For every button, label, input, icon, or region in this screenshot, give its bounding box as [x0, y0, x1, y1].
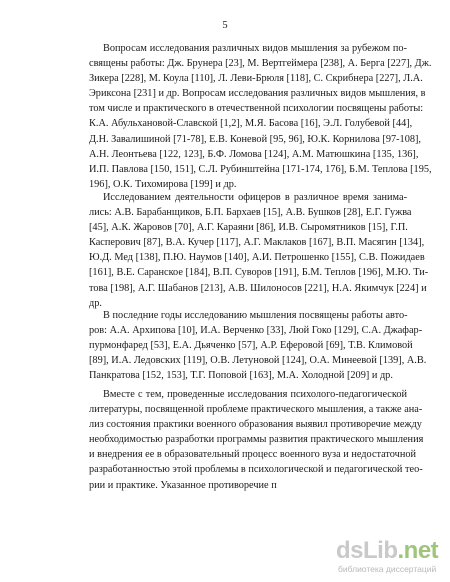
text-line: това [198], А.Г. Шабанов [213], А.В. Шилоносов [221], Н.А. Якимчук [224] и [89, 282, 427, 294]
text-line: 196], О.К. Тихомирова [199] и др. [89, 178, 237, 190]
text-line: том числе и практического в отечественной психологии посвящены работы: [89, 103, 424, 115]
text-line: [45], А.К. Жаровов [70], А.Г. Караяни [86], И.В. Сыромятников [15], Г.П. [89, 222, 408, 234]
text-line: Исследованием деятельности офицеров в различное время занима- [103, 192, 407, 203]
text-line: Вместе с тем, проведенные исследования психолого-педагогической [103, 389, 407, 400]
text-line: Ю.Д. Мед [138], П.Ю. Наумов [140], А.И. Петрошенко [155], С.В. Пожидаев [89, 252, 425, 264]
paragraph-3 [89, 308, 427, 383]
text-line: лись: А.В. Барабанщиков, Б.П. Бархаев [15], А.В. Бушков [28], Е.Г. Гужва [89, 207, 412, 219]
text-line: Д.Н. Завалишиной [71-78], Е.В. Коневой [95, 96], Ю.К. Корнилова [97-108], [89, 133, 422, 145]
dslib-logo [336, 538, 438, 564]
text-line: [161], В.Е. Саранское [184], В.П. Суворов [191], Б.М. Теплов [196], М.Ю. Ти- [89, 267, 429, 279]
logo-main: dsLib [336, 537, 398, 564]
paragraph-1 [89, 41, 432, 192]
text-line: необходимостью разработки программы развития практического мышления [89, 434, 424, 446]
logo-accent: .net [397, 537, 439, 564]
text-line: разработанностью этой проблемы в психологической и педагогической тео- [89, 464, 423, 476]
text-line: Зикера [228], М. Коула [110], Л. Леви-Брюля [118], С. Скрибнера [227], Л.А. [89, 73, 423, 85]
text-line: рии и практике. Указанное противоречие п [89, 479, 277, 491]
paragraph-2 [89, 190, 429, 311]
text-line: В последние годы исследованию мышления посвящены работы авто- [103, 310, 408, 321]
text-line: А.Н. Леонтьева [122, 123], Б.Ф. Ломова [124], А.М. Матюшкина [135, 136], [89, 148, 419, 160]
text-line: ров: А.А. Архипова [10], И.А. Верченко [33], Люй Гоко [129], С.А. Джафар- [89, 325, 423, 337]
paragraph-4 [89, 387, 424, 493]
watermark-subtitle: библиотека диссертаций [338, 564, 437, 574]
text-line: [89], И.А. Ледовских [119], О.В. Летуновой [124], О.А. Минеевой [139], А.В. [89, 355, 427, 367]
text-line: И.П. Павлова [150, 151], С.Л. Рубинштейна [171-174, 176], Б.М. Теплова [195, [89, 163, 432, 175]
text-line: Касперович [87], В.А. Кучер [117], А.Г. Маклаков [167], В.П. Масягин [134], [89, 237, 425, 249]
page-number: 5 [222, 20, 228, 31]
text-line: Эриксона [231] и др. Вопросам исследования различных видов мышления, в [89, 88, 426, 100]
text-line: священы работы: Дж. Брунера [23], М. Вертгеймера [238], А. Берга [227], Дж. [89, 58, 432, 70]
text-line: Панкратова [152, 153], Т.Г. Поповой [163], М.А. Холодной [209] и др. [89, 370, 393, 382]
text-line: др. [89, 297, 102, 309]
text-line: Вопросам исследования различных видов мышления за рубежом по- [103, 43, 407, 54]
text-line: литературы, посвященной проблеме практического мышления, а также ана- [89, 404, 423, 416]
text-line: и внедрения ее в образовательный процесс военного вуза и недостаточной [89, 449, 417, 461]
text-line: пурмонфаред [53], Е.А. Дьяченко [57], А.Р. Еферовой [69], Т.В. Климовой [89, 340, 413, 352]
dslib-watermark [336, 538, 448, 578]
text-line: лиз состояния практики военного образования выявил противоречие между [89, 419, 422, 431]
text-line: К.А. Абульхановой-Славской [1,2], М.Я. Басова [16], Э.Л. Голубевой [44], [89, 118, 413, 130]
